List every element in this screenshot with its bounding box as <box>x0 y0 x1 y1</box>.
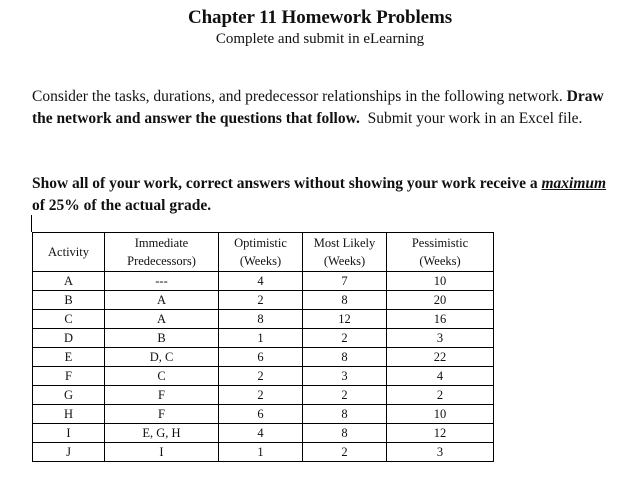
warning-text-end: of 25% of the actual grade. <box>32 196 212 214</box>
intro-text: Consider the tasks, durations, and predecessor relationships in the following network. <box>32 88 567 105</box>
table-row <box>33 272 494 291</box>
cell-pessimistic: 2 <box>387 386 494 405</box>
cell-pessimistic: 12 <box>387 424 494 443</box>
cell-pessimistic: 4 <box>387 367 494 386</box>
cell-predecessors: F <box>105 405 219 424</box>
cell-optimistic: 2 <box>219 386 303 405</box>
table-row <box>33 291 494 310</box>
page-subtitle: Complete and submit in eLearning <box>215 31 425 47</box>
intro-tail-text: Submit your work in an Excel file. <box>359 109 583 127</box>
cell-predecessors: F <box>105 386 219 405</box>
text-cursor-line <box>31 215 32 232</box>
cell-pessimistic: 20 <box>387 291 494 310</box>
cell-activity: J <box>33 443 105 462</box>
cell-most-likely: 7 <box>303 272 387 291</box>
warning-paragraph <box>32 173 622 216</box>
warning-emphasis: maximum <box>541 175 607 192</box>
cell-optimistic: 4 <box>219 272 303 291</box>
cell-optimistic: 6 <box>219 405 303 424</box>
intro-paragraph <box>32 86 622 129</box>
table-row <box>33 405 494 424</box>
cell-most-likely: 3 <box>303 367 387 386</box>
column-header-optimistic: Optimistic (Weeks) <box>219 233 303 272</box>
cell-most-likely: 8 <box>303 348 387 367</box>
table-row <box>33 424 494 443</box>
cell-optimistic: 2 <box>219 367 303 386</box>
table-row <box>33 329 494 348</box>
cell-most-likely: 2 <box>303 329 387 348</box>
cell-activity: C <box>33 310 105 329</box>
cell-most-likely: 8 <box>303 291 387 310</box>
cell-activity: D <box>33 329 105 348</box>
cell-predecessors: I <box>105 443 219 462</box>
column-header-activity: Activity <box>33 233 105 272</box>
cell-optimistic: 1 <box>219 329 303 348</box>
cell-activity: B <box>33 291 105 310</box>
cell-most-likely: 8 <box>303 424 387 443</box>
cell-predecessors: E, G, H <box>105 424 219 443</box>
cell-most-likely: 8 <box>303 405 387 424</box>
table-row <box>33 367 494 386</box>
cell-activity: H <box>33 405 105 424</box>
cell-optimistic: 6 <box>219 348 303 367</box>
cell-predecessors: B <box>105 329 219 348</box>
cell-activity: F <box>33 367 105 386</box>
column-header-pessimistic: Pessimistic (Weeks) <box>387 233 494 272</box>
cell-pessimistic: 10 <box>387 272 494 291</box>
column-header-most-likely: Most Likely (Weeks) <box>303 233 387 272</box>
cell-pessimistic: 3 <box>387 443 494 462</box>
activity-table <box>32 232 494 462</box>
cell-optimistic: 4 <box>219 424 303 443</box>
cell-activity: E <box>33 348 105 367</box>
cell-activity: I <box>33 424 105 443</box>
table-row <box>33 310 494 329</box>
cell-most-likely: 2 <box>303 386 387 405</box>
cell-predecessors: A <box>105 310 219 329</box>
cell-pessimistic: 16 <box>387 310 494 329</box>
column-header-predecessors: Immediate Predecessors) <box>105 233 219 272</box>
cell-predecessors: --- <box>105 272 219 291</box>
cell-optimistic: 2 <box>219 291 303 310</box>
cell-optimistic: 8 <box>219 310 303 329</box>
cell-most-likely: 12 <box>303 310 387 329</box>
table-row <box>33 443 494 462</box>
cell-most-likely: 2 <box>303 443 387 462</box>
intro-bold-text: Draw the network and answer the questions that follow. <box>32 88 604 127</box>
cell-pessimistic: 22 <box>387 348 494 367</box>
table-row <box>33 386 494 405</box>
cell-pessimistic: 3 <box>387 329 494 348</box>
cell-activity: G <box>33 386 105 405</box>
cell-predecessors: A <box>105 291 219 310</box>
cell-optimistic: 1 <box>219 443 303 462</box>
warning-text: Show all of your work, correct answers without showing your work receive a <box>32 175 542 192</box>
cell-activity: A <box>33 272 105 291</box>
cell-predecessors: C <box>105 367 219 386</box>
table-row <box>33 348 494 367</box>
cell-predecessors: D, C <box>105 348 219 367</box>
page-title: Chapter 11 Homework Problems <box>187 7 453 28</box>
cell-pessimistic: 10 <box>387 405 494 424</box>
table-header-row <box>33 233 494 272</box>
